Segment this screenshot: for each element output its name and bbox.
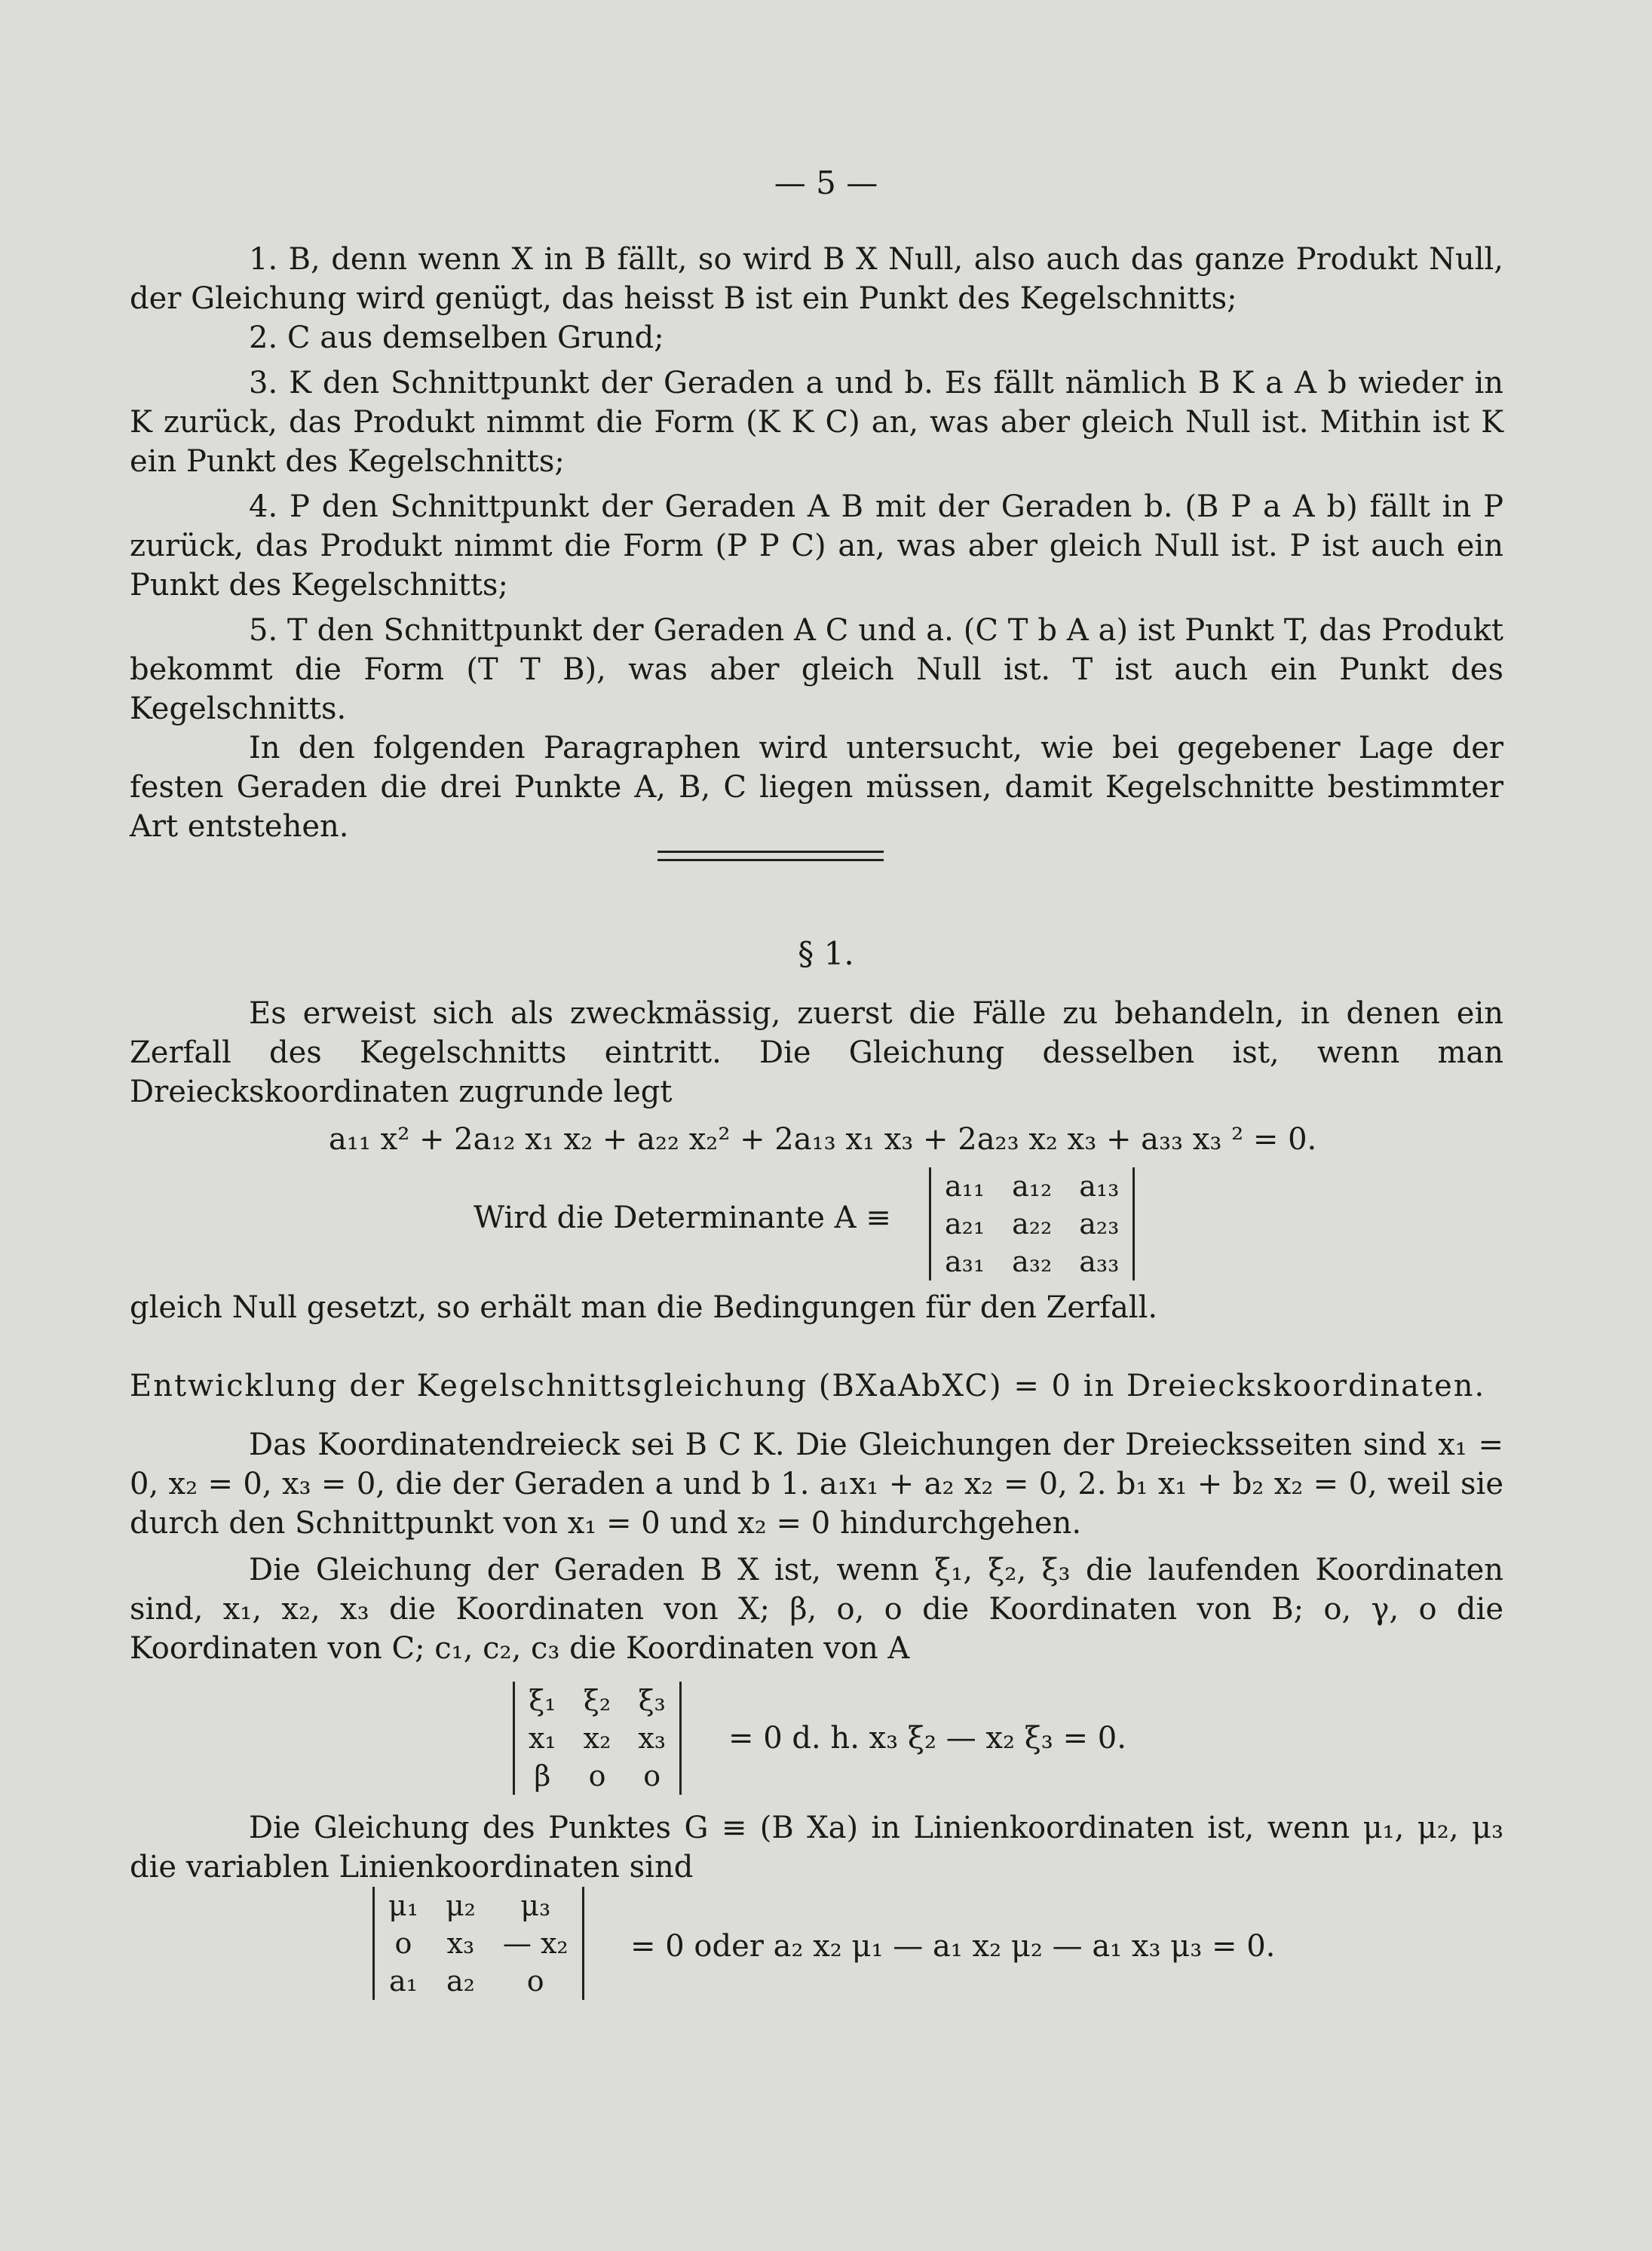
- section-title: § 1.: [798, 935, 854, 972]
- item-3: 3. K den Schnittpunkt der Geraden a und b. Es fällt nämlich B K a A b wieder in K zurück, das Produkt nimmt die Form (K K C) an, was aber gleich Null ist. Mithin ist K ein Punkt des Kegelschnitts;: [130, 366, 1503, 479]
- para-4: Die Gleichung der Geraden B X ist, wenn ξ₁, ξ₂, ξ₃ die laufenden Koordinaten sind, x₁, x₂, x₃ die Koordinaten von X; β, o, o die Koordinaten von B; o, γ, o die Koordinaten von C; c₁, c₂, c₃ die Koordinaten von A: [130, 1553, 1503, 1666]
- determinant-matrix: a₁₁ a₁₂ a₁₃ a₂₁ a₂₂ a₂₃ a₃₁ a₃₂ a₃₃: [929, 1167, 1135, 1280]
- equation-3: = 0 oder a₂ x₂ μ₁ — a₁ x₂ μ₂ — a₁ x₃ μ₃ = 0.: [630, 1929, 1276, 1964]
- page-number: — 5 —: [774, 164, 878, 201]
- equation-1: a₁₁ x² + 2a₁₂ x₁ x₂ + a₂₂ x₂² + 2a₁₃ x₁ x₃ + 2a₂₃ x₂ x₃ + a₃₃ x₃ ² = 0.: [329, 1122, 1317, 1157]
- item-1: 1. B, denn wenn X in B fällt, so wird B X Null, also auch das ganze Produkt Null, der Gleichung wird genügt, das heisst B ist ein Punkt des Kegelschnitts;: [130, 242, 1503, 316]
- item-2: 2. C aus demselben Grund;: [249, 320, 664, 355]
- enumeration-block: [130, 240, 1503, 846]
- determinant-label: Wird die Determinante A ≡: [474, 1201, 891, 1235]
- item-6: In den folgenden Paragraphen wird untersucht, wie bei gegebener Lage der festen Geraden die drei Punkte A, B, C liegen müssen, damit Kegelschnitte bestimmter Art entstehen.: [130, 731, 1503, 844]
- para-1: Es erweist sich als zweckmässig, zuerst die Fälle zu behandeln, in denen ein Zerfall des Kegelschnitts eintritt. Die Gleichung desselben ist, wenn man Dreieckskoordinaten zugrunde legt: [130, 996, 1503, 1109]
- para-5: Die Gleichung des Punktes G ≡ (B Xa) in Linienkoordinaten ist, wenn μ₁, μ₂, μ₃ die variablen Linienkoordinaten sind: [130, 1811, 1503, 1885]
- heading-2: Entwicklung der Kegelschnittsgleichung (BXaAbXC) = 0 in Dreieckskoordinaten.: [130, 1369, 1486, 1403]
- separator-rule: [657, 851, 884, 867]
- para-2: gleich Null gesetzt, so erhält man die Bedingungen für den Zerfall.: [130, 1290, 1158, 1325]
- item-5: 5. T den Schnittpunkt der Geraden A C und a. (C T b A a) ist Punkt T, das Produkt bekommt die Form (T T B), was aber gleich Null ist. T ist auch ein Punkt des Kegelschnitts.: [130, 613, 1503, 726]
- matrix-bx: ξ₁ ξ₂ ξ₃ x₁ x₂ x₃ β o o: [513, 1682, 682, 1795]
- equation-2: = 0 d. h. x₃ ξ₂ — x₂ ξ₃ = 0.: [728, 1721, 1126, 1756]
- matrix-g: μ₁ μ₂ μ₃ o x₃ — x₂ a₁ a₂ o: [372, 1887, 584, 2000]
- para-3: Das Koordinatendreieck sei B C K. Die Gleichungen der Dreiecksseiten sind x₁ = 0, x₂ = 0, x₃ = 0, die der Geraden a und b 1. a₁x₁ + a₂ x₂ = 0, 2. b₁ x₁ + b₂ x₂ = 0, weil sie durch den Schnittpunkt von x₁ = 0 und x₂ = 0 hindurchgehen.: [130, 1428, 1503, 1541]
- item-4: 4. P den Schnittpunkt der Geraden A B mit der Geraden b. (B P a A b) fällt in P zurück, das Produkt nimmt die Form (P P C) an, was aber gleich Null ist. P ist auch ein Punkt des Kegelschnitts;: [130, 489, 1503, 603]
